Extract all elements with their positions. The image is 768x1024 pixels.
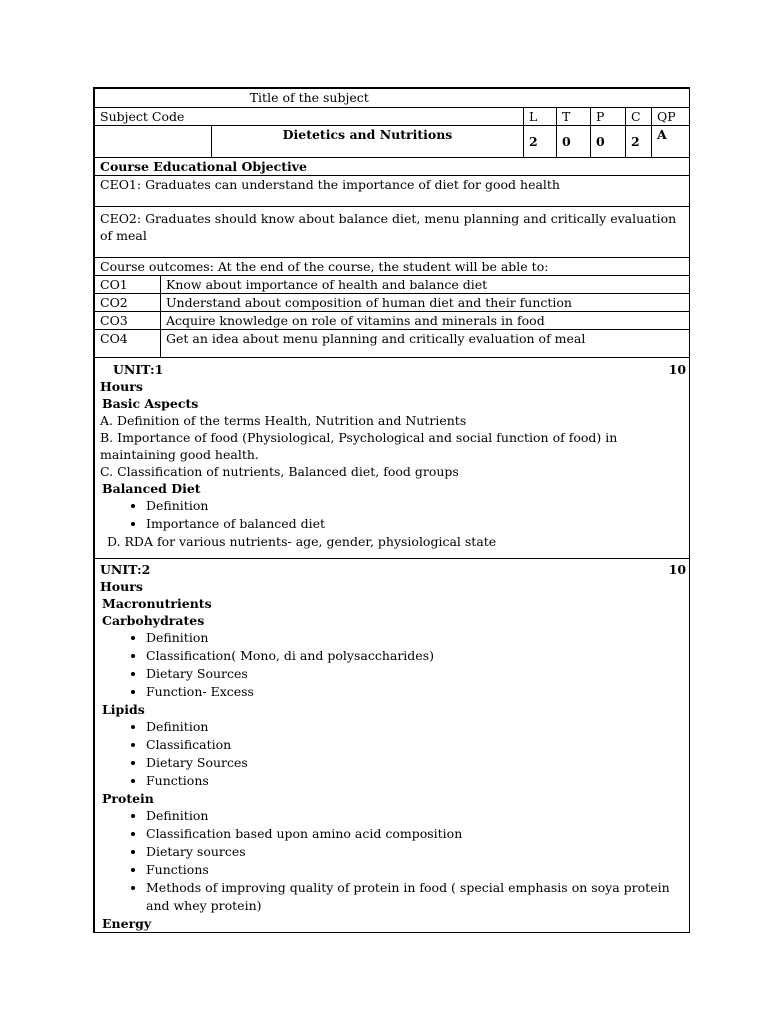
co-code: CO4 bbox=[95, 330, 161, 358]
unit2-section bbox=[95, 559, 691, 933]
subject-name: Dietetics and Nutritions bbox=[212, 126, 524, 158]
protein-title: Protein bbox=[102, 791, 154, 806]
co-code: CO3 bbox=[95, 312, 161, 330]
unit1-line-b: B. Importance of food (Physiological, Psychological and social function of food) in maintaining good health. bbox=[100, 430, 618, 462]
unit2-hours-label: Hours bbox=[100, 579, 143, 594]
unit1-section bbox=[95, 358, 691, 559]
syllabus-page bbox=[93, 87, 690, 933]
unit2-hours-value: 10 bbox=[668, 562, 687, 577]
title-of-subject: Title of the subject bbox=[95, 89, 524, 108]
ltpc-label-l: L bbox=[524, 108, 557, 126]
co-text: Know about importance of health and balance diet bbox=[161, 276, 691, 294]
list-item: • Definition bbox=[146, 718, 686, 736]
unit1-title: Basic Aspects bbox=[102, 396, 199, 411]
unit1-line-d: D. RDA for various nutrients- age, gender, physiological state bbox=[107, 534, 497, 549]
protein-list bbox=[100, 807, 686, 915]
objectives-heading: Course Educational Objective bbox=[95, 158, 691, 176]
outcomes-intro: Course outcomes: At the end of the course, the student will be able to: bbox=[95, 258, 691, 276]
unit2-title: Macronutrients bbox=[102, 596, 212, 611]
co-code: CO2 bbox=[95, 294, 161, 312]
co-text: Get an idea about menu planning and critically evaluation of meal bbox=[161, 330, 691, 358]
lipids-list bbox=[100, 718, 686, 790]
ltpc-value-p: 0 bbox=[591, 126, 626, 158]
ltpc-value-t: 0 bbox=[557, 126, 591, 158]
unit1-hours-label: Hours bbox=[100, 379, 143, 394]
co-code: CO1 bbox=[95, 276, 161, 294]
unit1-line-c: C. Classification of nutrients, Balanced diet, food groups bbox=[100, 464, 459, 479]
carbohydrates-list bbox=[100, 629, 686, 701]
list-item: • Definition bbox=[146, 497, 686, 515]
list-item: • Classification bbox=[146, 736, 686, 754]
subject-code-value bbox=[95, 126, 212, 158]
list-item: • Importance of balanced diet bbox=[146, 515, 686, 533]
ltpc-value-qp: A bbox=[652, 126, 691, 158]
co-text: Understand about composition of human diet and their function bbox=[161, 294, 691, 312]
list-item: • Classification( Mono, di and polysaccharides) bbox=[146, 647, 686, 665]
ltpc-value-l: 2 bbox=[524, 126, 557, 158]
ceo2: CEO2: Graduates should know about balance diet, menu planning and critically evaluation of meal bbox=[95, 207, 691, 258]
unit1-line-a: A. Definition of the terms Health, Nutrition and Nutrients bbox=[100, 413, 467, 428]
list-item: • Function- Excess bbox=[146, 683, 686, 701]
balanced-diet-list bbox=[100, 497, 686, 533]
ltpc-label-qp: QP bbox=[652, 108, 691, 126]
co-text: Acquire knowledge on role of vitamins and minerals in food bbox=[161, 312, 691, 330]
unit1-hours-value: 10 bbox=[668, 362, 687, 377]
ltpc-label-t: T bbox=[557, 108, 591, 126]
list-item: • Dietary Sources bbox=[146, 754, 686, 772]
list-item: • Definition bbox=[146, 807, 686, 825]
balanced-diet-title: Balanced Diet bbox=[102, 481, 201, 496]
energy-title: Energy bbox=[102, 916, 152, 931]
list-item: • Functions bbox=[146, 861, 686, 879]
ltpc-label-c: C bbox=[626, 108, 652, 126]
unit2-header bbox=[100, 561, 686, 578]
list-item: • Definition bbox=[146, 629, 686, 647]
list-item: • Dietary Sources bbox=[146, 665, 686, 683]
ceo1: CEO1: Graduates can understand the importance of diet for good health bbox=[95, 176, 691, 207]
list-item: • Classification based upon amino acid composition bbox=[146, 825, 686, 843]
unit2-label: UNIT:2 bbox=[100, 562, 151, 577]
ltpc-label-p: P bbox=[591, 108, 626, 126]
list-item: • Dietary sources bbox=[146, 843, 686, 861]
syllabus-table bbox=[94, 88, 690, 932]
unit1-label: UNIT:1 bbox=[113, 362, 164, 377]
lipids-title: Lipids bbox=[102, 702, 145, 717]
list-item: • Functions bbox=[146, 772, 686, 790]
carbohydrates-title: Carbohydrates bbox=[102, 613, 205, 628]
subject-code-label: Subject Code bbox=[95, 108, 524, 126]
list-item: • Methods of improving quality of protein in food ( special emphasis on soya protein and whey protein) bbox=[146, 879, 686, 915]
unit1-header bbox=[100, 361, 686, 378]
ltpc-value-c: 2 bbox=[626, 126, 652, 158]
